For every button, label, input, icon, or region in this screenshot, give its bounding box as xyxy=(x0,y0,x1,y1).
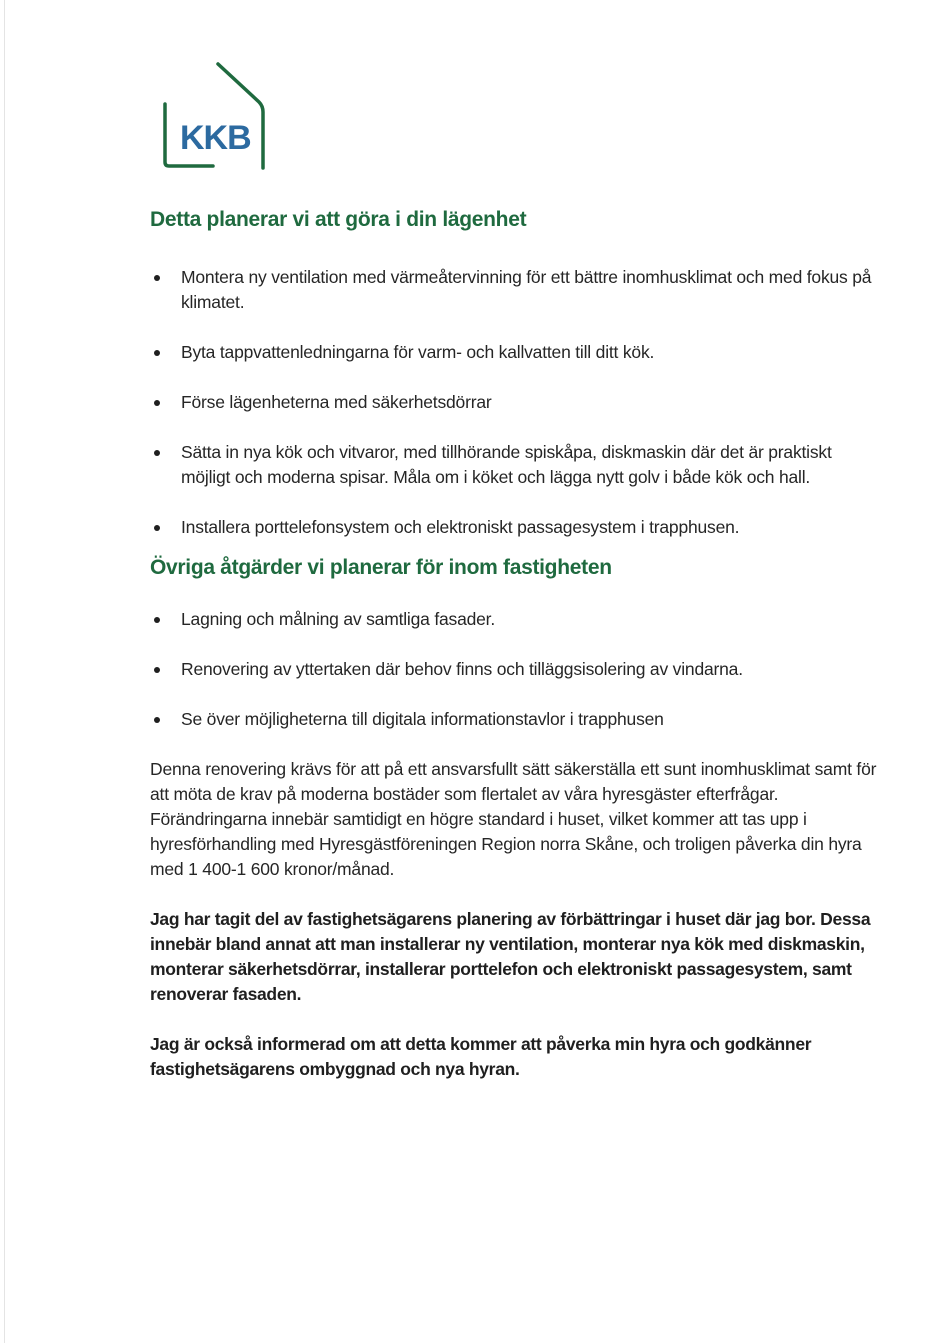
document-body xyxy=(150,205,880,1082)
bullet-icon xyxy=(154,667,160,673)
list-item: Byta tappvattenledningarna för varm- och kallvatten till ditt kök. xyxy=(150,340,880,365)
list-item: Montera ny ventilation med värmeåtervinning för ett bättre inomhusklimat och med fokus på klimatet. xyxy=(150,265,880,315)
kkb-logo xyxy=(163,62,273,172)
section-heading-property: Övriga åtgärder vi planerar för inom fastigheten xyxy=(150,556,612,579)
list-item: Se över möjligheterna till digitala informationstavlor i trapphusen xyxy=(150,707,880,732)
list-item: Lagning och målning av samtliga fasader. xyxy=(150,607,880,632)
page-edge xyxy=(4,0,5,1343)
logo-text: KKB xyxy=(180,119,251,157)
bullet-icon xyxy=(154,450,160,456)
bullet-icon xyxy=(154,350,160,356)
section-heading-apartment: Detta planerar vi att göra i din lägenhet xyxy=(150,208,527,231)
bullet-icon xyxy=(154,617,160,623)
bullet-icon xyxy=(154,717,160,723)
renovation-explanation: Denna renovering krävs för att på ett ansvarsfullt sätt säkerställa ett sunt inomhusklimat samt för att möta de krav på moderna bostäder som flertalet av våra hyresgäster efterfrågar. Förändringarna innebär samtidigt en högre standard i huset, vilket kommer att tas upp i hyresförhandling med Hyresgästföreningen Region norra Skåne, och troligen påverka din hyra med 1 400-1 600 kronor/månad. xyxy=(150,759,877,879)
list-item: Renovering av yttertaken där behov finns och tilläggsisolering av vindarna. xyxy=(150,657,880,682)
tenant-statement-acknowledgement: Jag har tagit del av fastighetsägarens planering av förbättringar i huset där jag bor. Dessa innebär bland annat att man installerar ny ventilation, monterar nya kök med diskmaskin, monterar säkerhetsdörrar, installerar porttelefon och elektroniskt passagesystem, samt renoverar fasaden. xyxy=(150,909,871,1004)
list-item: Förse lägenheterna med säkerhetsdörrar xyxy=(150,390,880,415)
bullet-icon xyxy=(154,275,160,281)
property-work-list xyxy=(150,607,880,732)
bullet-icon xyxy=(154,400,160,406)
apartment-work-list xyxy=(150,265,880,540)
tenant-statement-approval: Jag är också informerad om att detta kommer att påverka min hyra och godkänner fastighetsägarens ombyggnad och nya hyran. xyxy=(150,1034,812,1079)
list-item: Sätta in nya kök och vitvaror, med tillhörande spiskåpa, diskmaskin där det är praktiskt möjligt och moderna spisar. Måla om i köket och lägga nytt golv i både kök och hall. xyxy=(150,440,880,490)
bullet-icon xyxy=(154,525,160,531)
list-item: Installera porttelefonsystem och elektroniskt passagesystem i trapphusen. xyxy=(150,515,880,540)
